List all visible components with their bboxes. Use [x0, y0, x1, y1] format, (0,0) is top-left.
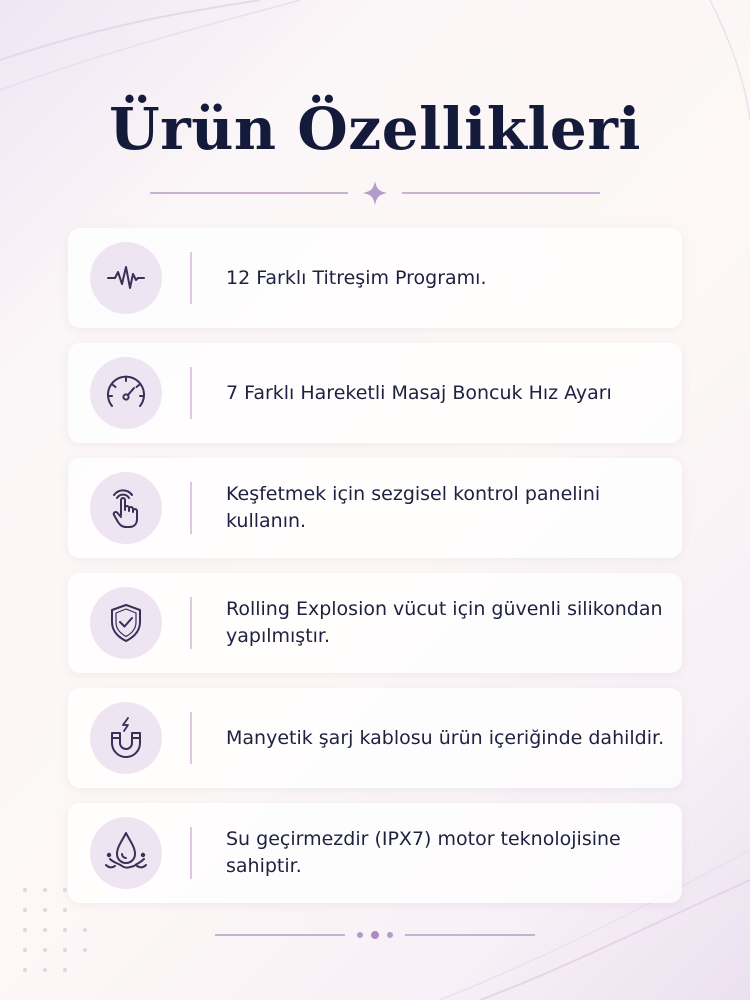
page-title: Ürün Özellikleri — [109, 95, 641, 163]
sparkle-icon — [363, 181, 387, 205]
magnet-charge-icon — [90, 702, 162, 774]
shield-check-icon — [90, 587, 162, 659]
touch-hand-icon — [90, 472, 162, 544]
feature-card — [68, 458, 682, 558]
separator — [190, 597, 192, 649]
feature-text: Su geçirmezdir (IPX7) motor teknolojisine sahiptir. — [226, 828, 621, 877]
bottom-divider — [215, 925, 535, 945]
feature-text: 7 Farklı Hareketli Masaj Boncuk Hız Ayarı — [226, 381, 612, 404]
feature-text: Rolling Explosion vücut için güvenli silikondan yapılmıştır. — [226, 598, 663, 647]
feature-card — [68, 688, 682, 788]
feature-text: Manyetik şarj kablosu ürün içeriğinde dahildir. — [226, 726, 665, 749]
speedometer-icon — [90, 357, 162, 429]
feature-list — [68, 228, 682, 918]
feature-card — [68, 228, 682, 328]
feature-card — [68, 803, 682, 903]
feature-card — [68, 573, 682, 673]
separator — [190, 482, 192, 534]
feature-text: 12 Farklı Titreşim Programı. — [226, 266, 487, 289]
decorative-dots — [20, 885, 90, 975]
feature-text: Keşfetmek için sezgisel kontrol panelini kullanın. — [226, 483, 601, 532]
title-divider — [150, 178, 600, 208]
feature-card — [68, 343, 682, 443]
waveform-icon — [90, 242, 162, 314]
separator — [190, 252, 192, 304]
separator — [190, 367, 192, 419]
water-drop-icon — [90, 817, 162, 889]
separator — [190, 827, 192, 879]
separator — [190, 712, 192, 764]
